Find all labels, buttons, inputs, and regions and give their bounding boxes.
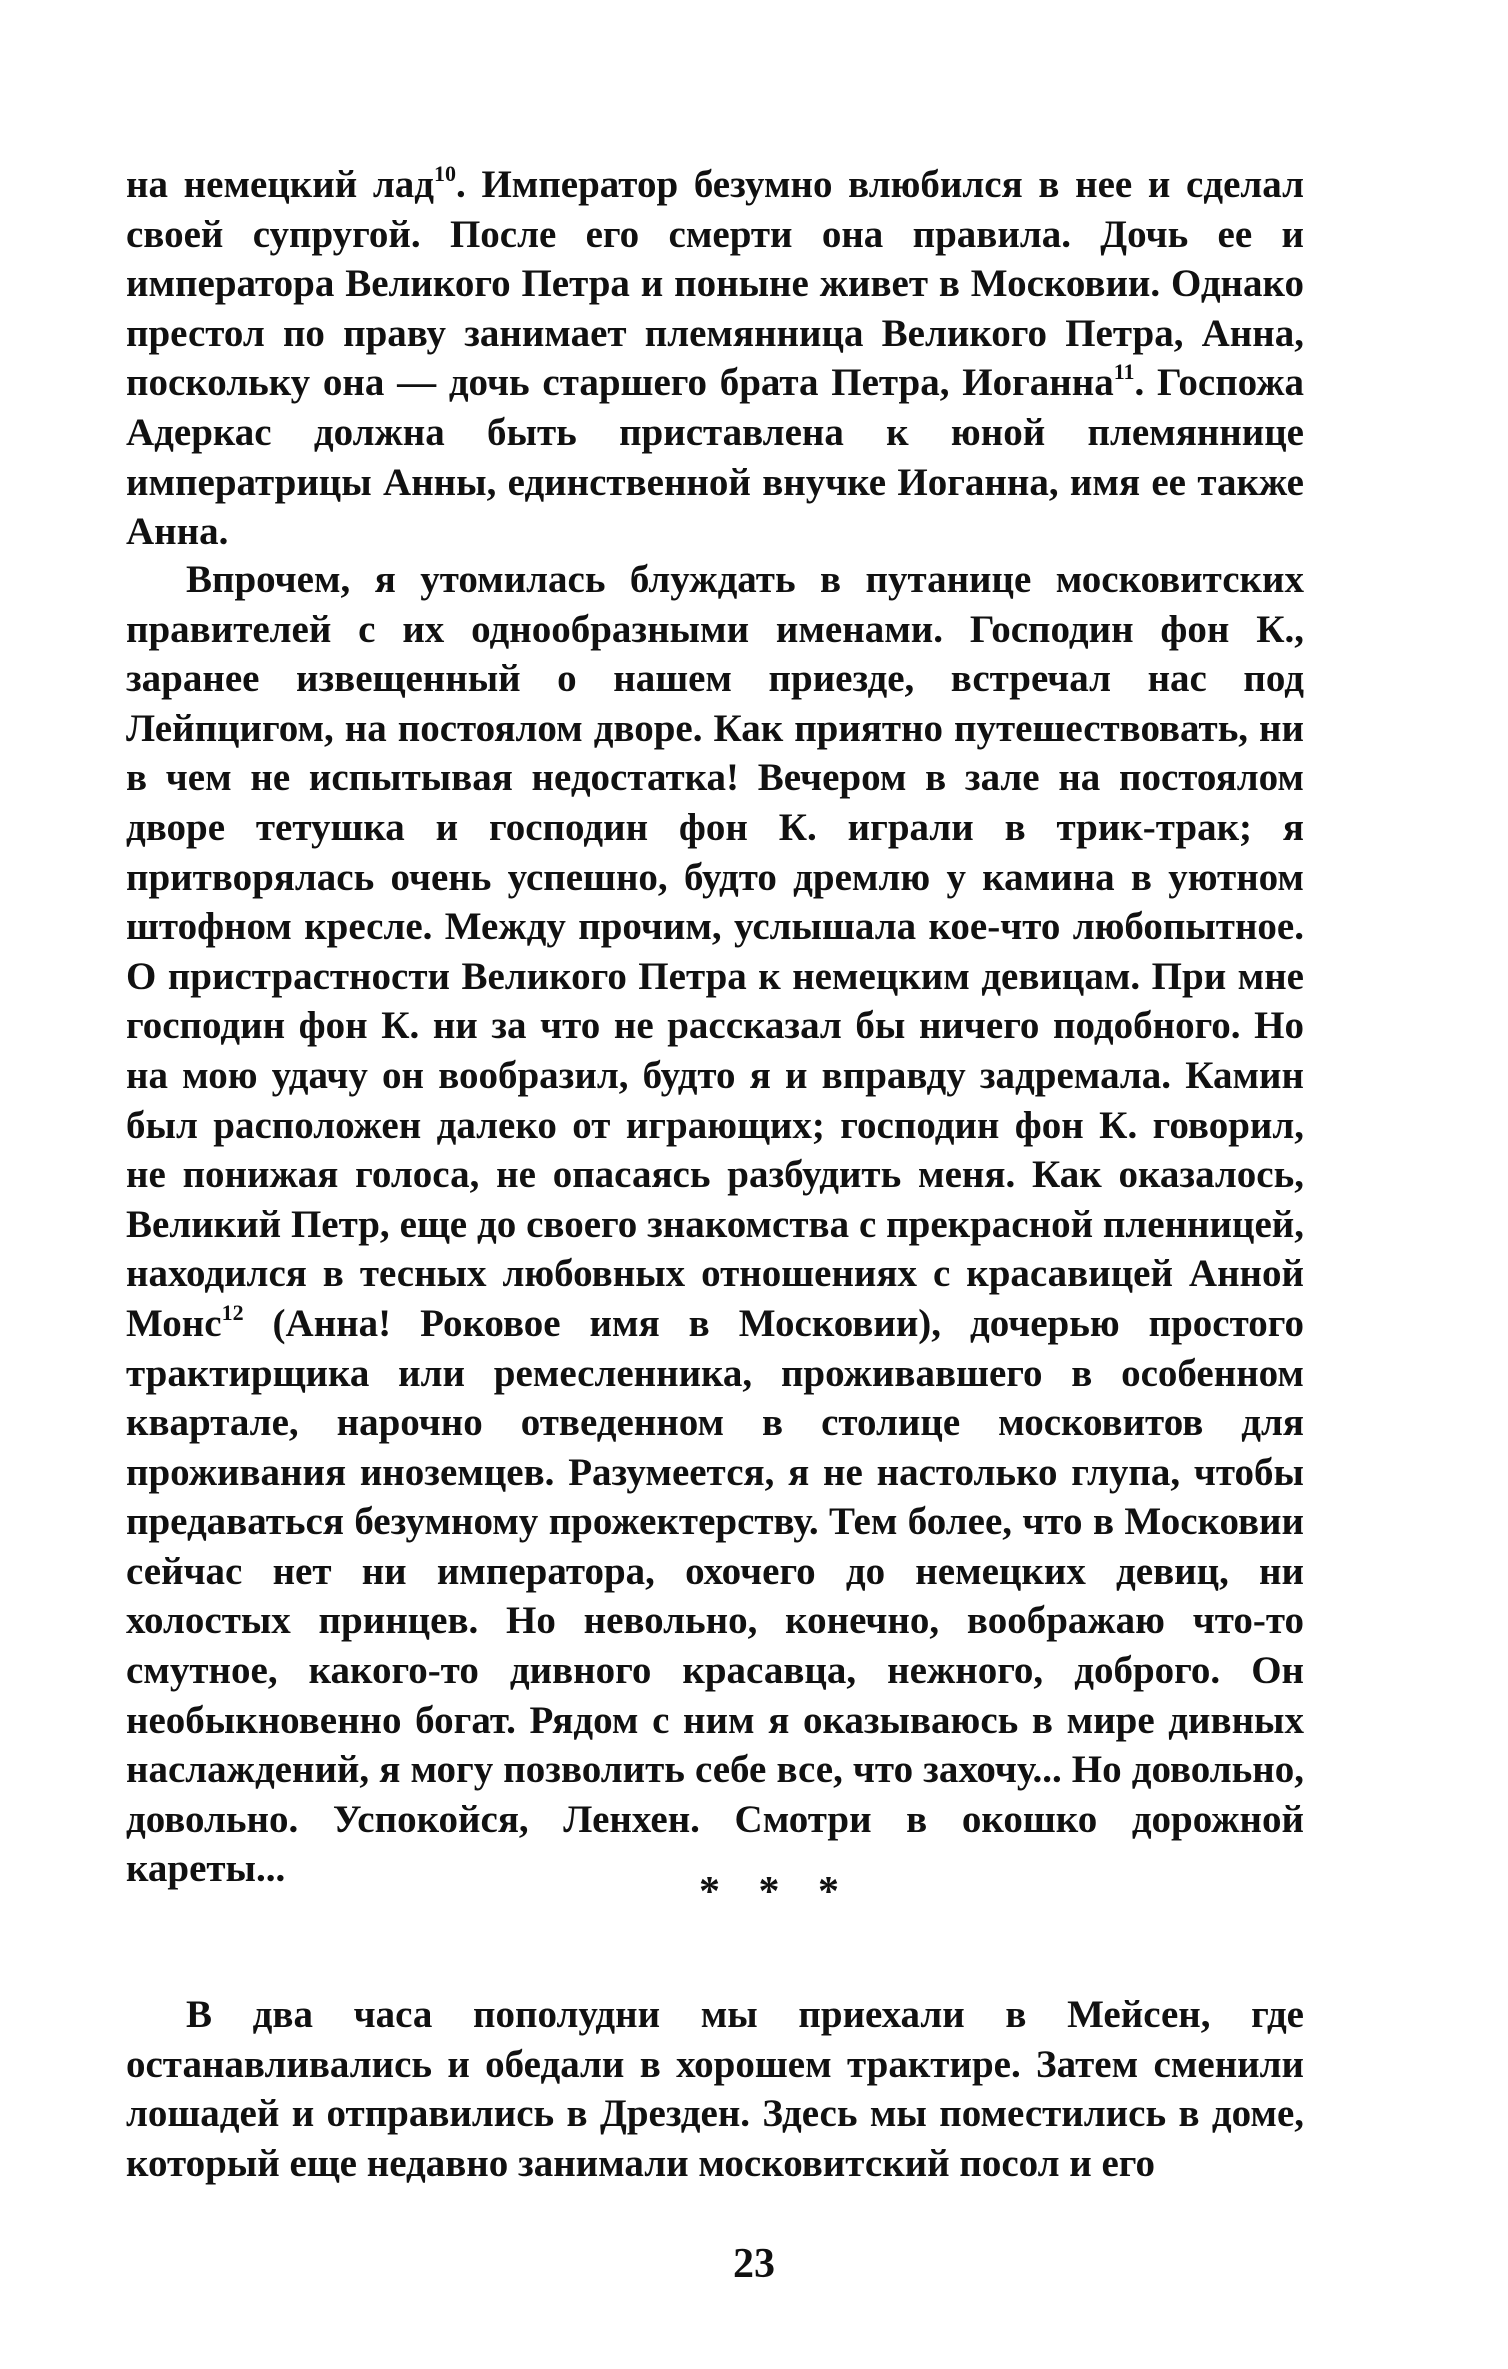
footnote-marker: 11: [1113, 359, 1135, 385]
footnote-marker: 12: [221, 1299, 244, 1325]
footnote-marker: 10: [434, 161, 456, 186]
page-number: 23: [733, 2241, 775, 2287]
paragraph-continued: [126, 160, 1304, 557]
text-segment: (Анна! Роковое имя в Московии), дочерью простого трактирщика или ремесленника, проживавшего в особенном квартале, нарочно отведенном в столице московитов для проживания иноземцев. Разумеется, я не настолько глупа, чтобы предаваться безумному прожектерству. Тем более, что в Московии сейчас нет ни императора, охочего до немецких девиц, ни холостых принцев. Но невольно, конечно, воображаю что-то смутное, какого-то дивного красавца, нежного, доброго. Он необыкновенно богат. Рядом с ним я оказываюсь в мире дивных наслаждений, я могу позволить себе все, что захочу... Но довольно, довольно. Успокойся, Ленхен. Смотри в окошко дорожной кареты...: [126, 1301, 1304, 1891]
section-separator: * * *: [699, 1869, 853, 1915]
text-segment: . Император безумно влюбился в нее и сделал своей супругой. После его смерти она правила. Дочь ее и императора Великого Петра и поныне живет в Московии. Однако престол по праву занимает племянница Великого Петра, Анна, поскольку она — дочь старшего брата Петра, Иоганна: [126, 163, 1304, 405]
text-segment: . Госпожа Адеркас должна быть приставлена к юной племяннице императрицы Анны, единственной внучке Иоганна, имя ее также Анна.: [126, 361, 1304, 554]
paragraph-text: [126, 160, 1304, 557]
paragraph-text: В два часа пополудни мы приехали в Мейсен, где останавливались и обедали в хорошем трактире. Затем сменили лошадей и отправились в Дрезден. Здесь мы поместились в доме, который еще недавно занимали московитский посол и его: [126, 1993, 1304, 2185]
paragraph-two: [126, 555, 1304, 1894]
text-segment: Впрочем, я утомилась блуждать в путанице московитских правителей с их однообразными именами. Господин фон К., заранее извещенный о нашем приезде, встречал нас под Лейпцигом, на постоялом дворе. Как приятно путешествовать, ни в чем не испытывая недостатка! Вечером в зале на постоялом дворе тетушка и господин фон К. играли в трик-трак; я притворялась очень успешно, будто дремлю у камина в уютном штофном кресле. Между прочим, услышала кое-что любопытное. О пристрастности Великого Петра к немецким девицам. При мне господин фон К. ни за что не рассказал бы ничего подобного. Но на мою удачу он вообразил, будто я и вправду задремала. Камин был расположен далеко от играющих; господин фон К. говорил, не понижая голоса, не опасаясь разбудить меня. Как оказалось, Великий Петр, еще до своего знакомства с прекрасной пленницей, находился в тесных любовных отношениях с красавицей Анной Монс: [126, 558, 1304, 1345]
paragraph-three: [126, 1990, 1304, 2188]
text-segment: на немецкий лад: [126, 163, 434, 206]
paragraph-text: [126, 555, 1304, 1894]
